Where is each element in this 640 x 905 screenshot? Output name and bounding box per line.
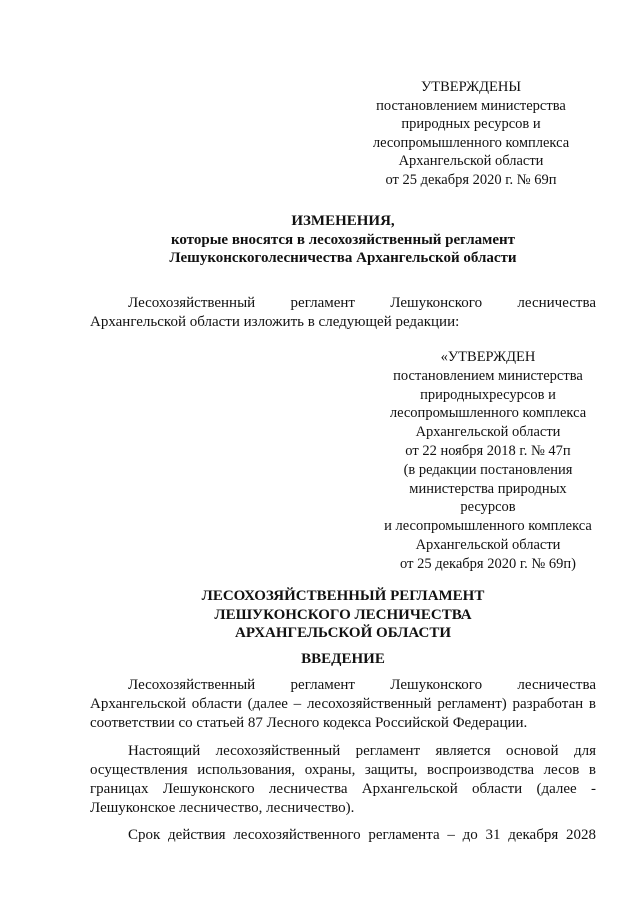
changes-title: ИЗМЕНЕНИЯ, bbox=[291, 213, 395, 229]
approval-stamp bbox=[355, 78, 587, 189]
quoted-approval-block bbox=[370, 348, 606, 574]
quoted-approval-line: ресурсов bbox=[460, 499, 516, 516]
paragraph: Настоящий лесохозяйственный регламент является основой для осуществления использования, охраны, защиты, воспроизводства лесов в границах Лешуконского лесничества Архангельской области (далее - Лешуконское лесничество, лесничество). bbox=[90, 743, 596, 816]
section-heading: ВВЕДЕНИЕ bbox=[301, 651, 385, 667]
regulation-title-line: ЛЕШУКОНСКОГО ЛЕСНИЧЕСТВА bbox=[214, 606, 472, 623]
quoted-approval-line: «УТВЕРЖДЕН bbox=[440, 349, 536, 365]
regulation-title-line: АРХАНГЕЛЬСКОЙ ОБЛАСТИ bbox=[235, 625, 451, 641]
quoted-approval-line: лесопромышленного комплекса bbox=[389, 405, 587, 422]
quoted-approval-line: Архангельской области bbox=[415, 536, 561, 553]
approval-line: от 25 декабря 2020 г. № 69п bbox=[385, 171, 557, 188]
quoted-approval-line: министерства природных bbox=[409, 480, 567, 497]
approval-line: постановлением министерства bbox=[376, 97, 566, 114]
changes-heading bbox=[90, 212, 596, 268]
quoted-approval-line: и лесопромышленного комплекса bbox=[384, 518, 592, 535]
quoted-approval-line: от 25 декабря 2020 г. № 69п) bbox=[400, 555, 576, 572]
approval-line: Архангельской области bbox=[398, 153, 544, 169]
changes-subtitle-line: Лешуконскоголесничества Архангельской области bbox=[169, 250, 517, 266]
quoted-approval-line: природныхресурсов и bbox=[420, 386, 556, 403]
quoted-approval-line: постановлением министерства bbox=[393, 367, 583, 384]
paragraph: Срок действия лесохозяйственного регламента – до 31 декабря 2028 bbox=[128, 827, 596, 843]
approval-line: лесопромышленного комплекса bbox=[372, 134, 570, 151]
paragraph: Лесохозяйственный регламент Лешуконского лесничества Архангельской области (далее – лесохозяйственный регламент) разработан в соответствии со статьей 87 Лесного кодекса Российской Федерации. bbox=[90, 677, 596, 731]
quoted-approval-line: Архангельской области bbox=[415, 424, 561, 441]
approval-line: УТВЕРЖДЕНЫ bbox=[420, 79, 522, 95]
quoted-approval-line: от 22 ноября 2018 г. № 47п bbox=[405, 442, 571, 459]
regulation-title bbox=[90, 587, 596, 643]
changes-subtitle-line: которые вносятся в лесохозяйственный регламент bbox=[170, 231, 516, 248]
intro-paragraph: Лесохозяйственный регламент Лешуконского лесничества Архангельской области изложить в следующей редакции: bbox=[90, 295, 596, 330]
approval-line: природных ресурсов и bbox=[401, 116, 541, 132]
regulation-title-line: ЛЕСОХОЗЯЙСТВЕННЫЙ РЕГЛАМЕНТ bbox=[201, 588, 485, 604]
quoted-approval-line: (в редакции постановления bbox=[403, 461, 573, 478]
